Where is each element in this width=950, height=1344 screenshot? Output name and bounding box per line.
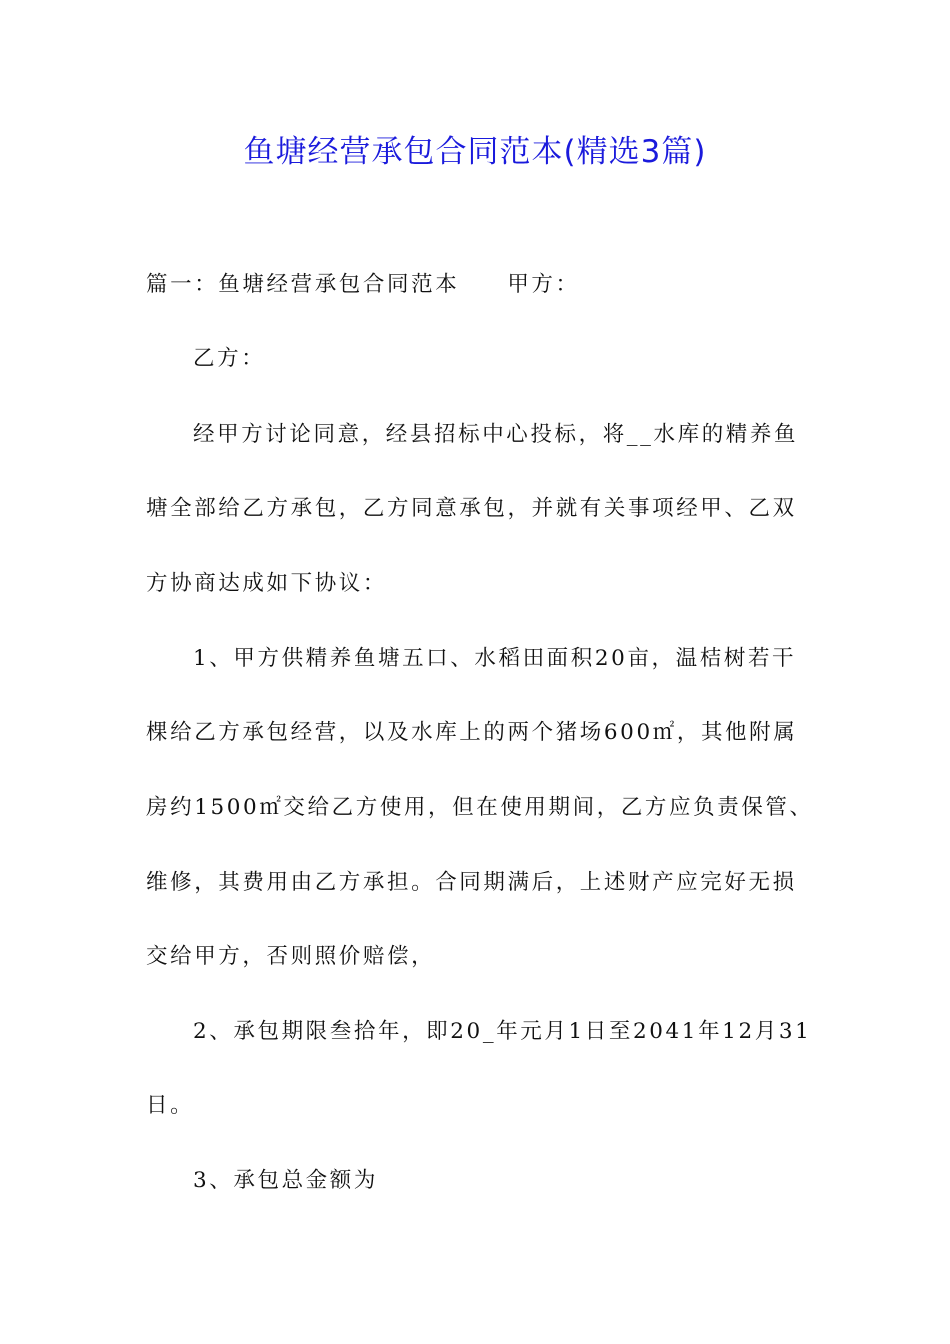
section-heading-line (146, 270, 580, 300)
paragraph-line: 2、承包期限叁拾年，即20_年元月1日至2041年12月31 (193, 1019, 812, 1044)
paragraph-line: 经甲方讨论同意，经县招标中心投标，将__水库的精养鱼 (193, 422, 799, 447)
paragraph-line: 方协商达成如下协议： (146, 571, 388, 596)
paragraph-line: 维修，其费用由乙方承担。合同期满后，上述财产应完好无损 (146, 870, 797, 895)
paragraph-line: 3、承包总金额为 (193, 1168, 378, 1193)
paragraph-line: 日。 (146, 1093, 195, 1118)
party-a-label: 甲方： (507, 272, 580, 297)
paragraph-line: 棵给乙方承包经营，以及水库上的两个猪场600㎡，其他附属 (146, 720, 798, 745)
paragraph-line: 1、甲方供精养鱼塘五口、水稻田面积20亩，温桔树若干 (193, 646, 797, 671)
paragraph-line: 塘全部给乙方承包，乙方同意承包，并就有关事项经甲、乙双 (146, 496, 797, 521)
section-heading: 篇一：鱼塘经营承包合同范本 (146, 272, 460, 297)
document-title: 鱼塘经营承包合同范本(精选3篇) (243, 134, 707, 170)
paragraph-line: 房约1500㎡交给乙方使用，但在使用期间，乙方应负责保管、 (146, 795, 814, 820)
paragraph-line: 交给甲方，否则照价赔偿， (146, 944, 436, 969)
party-b-label: 乙方： (193, 346, 266, 371)
